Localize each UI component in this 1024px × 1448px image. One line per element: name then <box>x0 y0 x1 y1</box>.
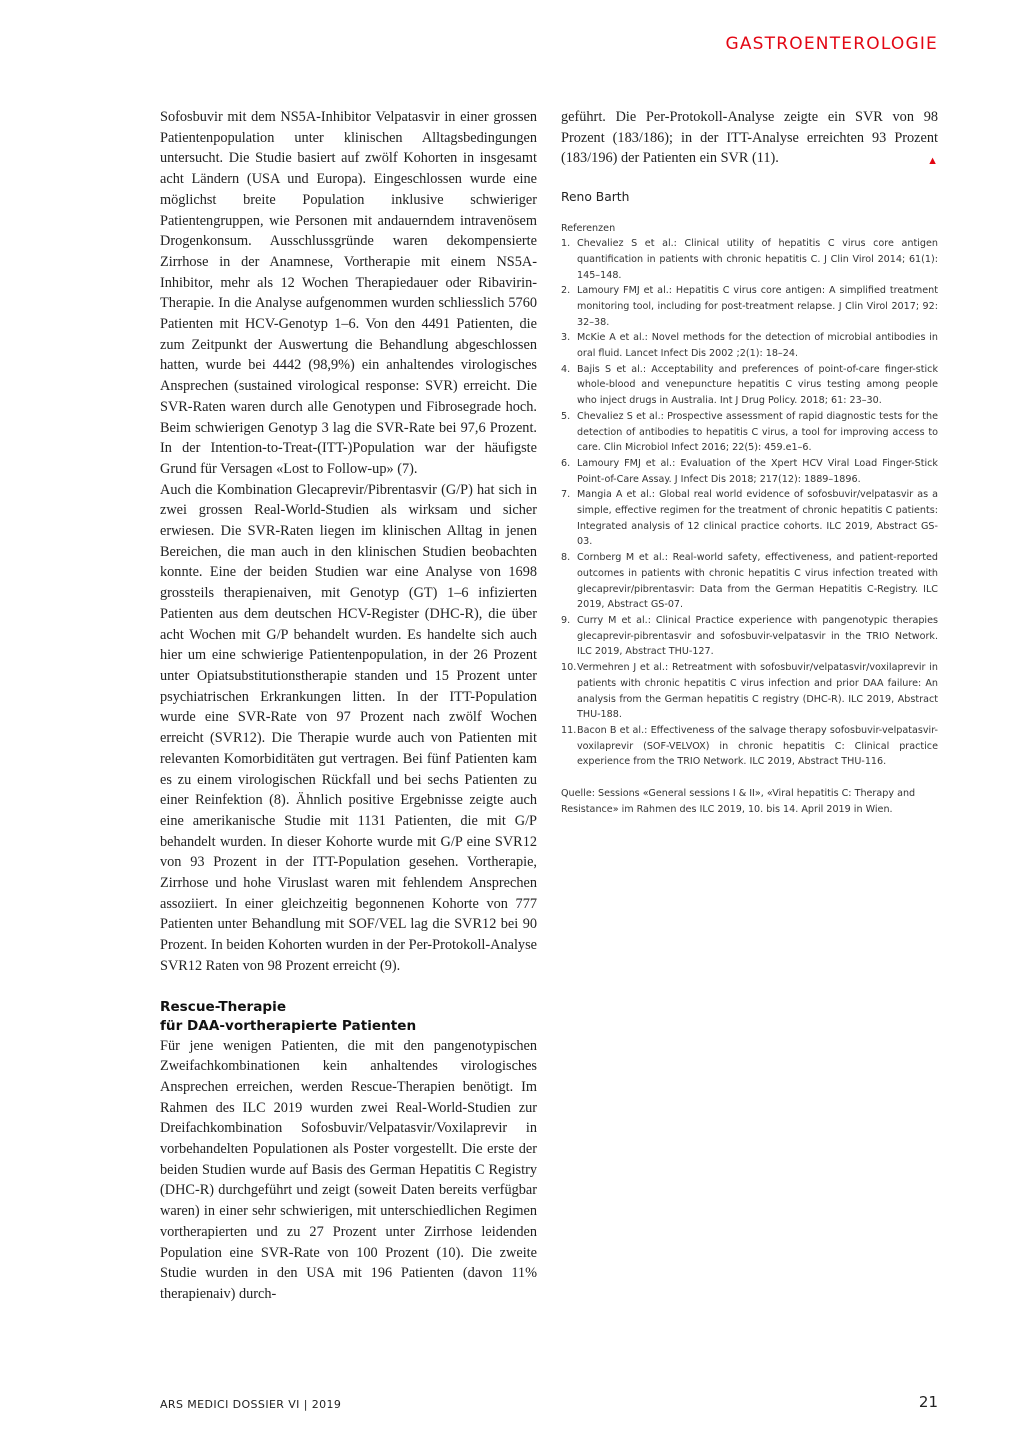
reference-number: 9. <box>561 614 571 626</box>
subheading-line-1: Rescue-Therapie <box>160 998 287 1015</box>
reference-text: McKie A et al.: Novel methods for the detection of microbial antibodies in oral fluid. Lancet Infect Dis 2002 ;2(1): 18–24. <box>577 332 938 360</box>
reference-text: Chevaliez S et al.: Prospective assessment of rapid diagnostic tests for the detection of antibodies to hepatitis C virus, a tool for improving access to care. Clin Microbiol Infect 2016; 22(5): 459.e1–6. <box>577 410 938 454</box>
publication-footer: ARS MEDICI DOSSIER VI | 2019 <box>160 1398 342 1411</box>
reference-number: 4. <box>561 363 571 375</box>
references-list <box>561 236 938 770</box>
reference-text: Lamoury FMJ et al.: Evaluation of the Xpert HCV Viral Load Finger-Stick Point-of-Care Assay. J Infect Dis 2018; 217(12): 1889–1896. <box>577 457 938 485</box>
body-paragraph: Auch die Kombination Glecaprevir/Pibrentasvir (G/P) hat sich in zwei grossen Real-World-Studien als wirksam und sicher erwiesen. Die SVR-Raten liegen im klinischen Alltag in jenen Bereichen, die man auch in den klinischen Studien beobachten konnte. Eine der beiden Studien war eine Analyse von 1698 grossteils therapienaiven, mit Genotyp (GT) 1–6 infizierten Patienten aus dem deutschen HCV-Register (DHC-R), die über acht Wochen mit G/P behandelt wurden. Es handelte sich auch hier um eine schwierige Patientenpopulation, in der 26 Prozent unter Opiatsubstitutionstherapie standen und 15 Prozent unter psychiatrischen Erkrankungen litten. In der ITT-Population wurde eine SVR-Rate von 97 Prozent nach zwölf Wochen erreicht (SVR12). Die Therapie wurde auch von Patienten mit relevanten Komorbiditäten gut vertragen. Bei fünf Patienten kam es zu einem virologischen Rückfall und bei sechs Patienten zu einer Reinfektion (8). Ähnlich positive Ergebnisse zeigte auch eine amerikanische Studie mit 1131 Patienten, die mit G/P behandelt wurden. In dieser Kohorte wurde mit G/P eine SVR12 von 93 Prozent in der ITT-Population gesehen. Vortherapie, Zirrhose und hohe Viruslast waren mit fehlendem Ansprechen assoziiert. In einer gleichzeitig begonnenen Kohorte von 777 Patienten unter Behandlung mit SOF/VEL lag die SVR12 bei 90 Prozent. In beiden Kohorten wurden in der Per-Protokoll-Analyse SVR12 Raten von 98 Prozent erreicht (9). <box>160 481 537 974</box>
body-paragraph <box>561 107 938 169</box>
reference-item <box>561 236 938 283</box>
reference-item <box>561 283 938 330</box>
reference-number: 1. <box>561 238 571 250</box>
body-paragraph: Für jene wenigen Patienten, die mit den pangenotypischen Zweifachkombinationen kein anhaltendes virologisches Ansprechen erreichen, werden Rescue-Therapien benötigt. Im Rahmen des ILC 2019 wurden zwei Real-World-Studien zur Dreifachkombination Sofosbuvir/Velpatasvir/Voxilaprevir in vorbehandelten Populationen als Poster vorgestellt. Die erste der beiden Studien wurde auf Basis des German Hepatitis C Registry (DHC-R) durchgeführt und zeigt (soweit Daten bereits verfügbar waren) in einer sehr schwierigen, mit unterschiedlichen Regimen vortherapierten und zu 27 Prozent unter Zirrhose leidenden Population eine SVR-Rate von 100 Prozent (10). Die zweite Studie wurden in den USA mit 196 Patienten (davon 11% therapienaiv) durch- <box>160 1037 537 1302</box>
reference-item <box>561 723 938 770</box>
reference-text: Mangia A et al.: Global real world evidence of sofosbuvir/velpatasvir as a simple, effective regimen for the treatment of chronic hepatitis C patients: Integrated analysis of 12 clinical practice cohorts. ILC 2019, Abstract GS-03. <box>577 489 938 548</box>
right-column <box>561 107 938 817</box>
reference-item <box>561 362 938 409</box>
section-title: GASTROENTEROLOGIE <box>725 34 938 54</box>
author-name: Reno Barth <box>561 190 630 205</box>
reference-number: 2. <box>561 285 571 297</box>
reference-number: 11. <box>561 724 577 736</box>
reference-item <box>561 330 938 361</box>
reference-number: 7. <box>561 489 571 501</box>
end-of-article-icon: ▲ <box>927 155 938 168</box>
reference-text: Lamoury FMJ et al.: Hepatitis C virus core antigen: A simplified treatment monitoring tool, including for post-treatment relapse. J Clin Virol 2017; 92: 32–38. <box>577 285 938 328</box>
reference-text: Bacon B et al.: Effectiveness of the salvage therapy sofosbuvir-velpatasvir-voxilaprevir (SOF-VELVOX) in chronic hepatitis C: Clinical practice experience from the TRIO Network. ILC 2019, Abstract THU-116. <box>577 724 938 768</box>
reference-number: 3. <box>561 332 571 344</box>
reference-number: 10. <box>561 662 577 674</box>
source-note: Quelle: Sessions «General sessions I & II», «Viral hepatitis C: Therapy and Resistance» im Rahmen des ILC 2019, 10. bis 14. April 2019 in Wien. <box>561 788 916 815</box>
reference-text: Bajis S et al.: Acceptability and preferences of point-of-care finger-stick whole-blood and venepuncture hepatitis C virus testing among people who inject drugs in Australia. Int J Drug Policy. 2018; 61: 23–30. <box>577 363 938 407</box>
reference-item <box>561 550 938 613</box>
page-number: 21 <box>918 1393 938 1411</box>
references-heading: Referenzen <box>561 223 616 235</box>
reference-item <box>561 660 938 723</box>
reference-number: 5. <box>561 410 571 422</box>
reference-item <box>561 487 938 550</box>
paragraph-text: geführt. Die Per-Protokoll-Analyse zeigte ein SVR von 98 Prozent (183/186); in der ITT-Analyse erreichten 93 Prozent (183/196) der Patienten ein SVR (11). <box>561 109 938 167</box>
reference-text: Vermehren J et al.: Retreatment with sofosbuvir/velpatasvir/voxilaprevir in patients with chronic hepatitis C virus infection and prior DAA failure: An analysis from the German hepatitis C registry (DHC-R). ILC 2019, Abstract THU-188. <box>577 662 938 721</box>
reference-text: Cornberg M et al.: Real-world safety, effectiveness, and patient-reported outcomes in patients with chronic hepatitis C virus infection treated with glecaprevir/pibrentasvir: Data from the German Hepatitis C-Registry. ILC 2019, Abstract GS-07. <box>577 552 938 611</box>
reference-item <box>561 456 938 487</box>
left-column <box>160 107 537 1305</box>
reference-item <box>561 409 938 456</box>
subheading <box>160 998 537 1036</box>
reference-number: 6. <box>561 457 571 469</box>
reference-number: 8. <box>561 552 571 564</box>
body-paragraph: Sofosbuvir mit dem NS5A-Inhibitor Velpatasvir in einer grossen Patientenpopulation unter klinischen Alltagsbedingungen untersucht. Die Studie basiert auf zwölf Kohorten in insgesamt acht Ländern (USA und Europa). Eingeschlossen wurde eine möglichst breite Population inklusive schwieriger Patientengruppen, wie Personen mit andauerndem intravenösem Drogenkonsum. Ausschlussgründe waren dekompensierte Zirrhose in der Anamnese, Vortherapie mit einem NS5A-Inhibitor, mehr als 12 Wochen Therapiedauer oder Ribavirin-Therapie. In die Analyse aufgenommen wurden schliesslich 5760 Patienten mit HCV-Genotyp 1–6. Von den 4491 Patienten, die zum Zeitpunkt der Auswertung die Behandlung abgeschlossen hatten, wurde bei 4442 (98,9%) ein anhaltendes virologisches Ansprechen (sustained virological response: SVR) erreicht. Die SVR-Raten waren durch alle Genotypen und Fibrosegrade hoch. Beim schwierigen Genotyp 3 lag die SVR-Rate bei 97,6 Prozent. In der Intention-to-Treat-(ITT-)Population war der häufigste Grund für Versagen «Lost to Follow-up» (7). <box>160 109 537 477</box>
reference-text: Chevaliez S et al.: Clinical utility of hepatitis C virus core antigen quantification in patients with chronic hepatitis C. J Clin Virol 2014; 61(1): 145–148. <box>577 238 938 281</box>
reference-text: Curry M et al.: Clinical Practice experience with pangenotypic therapies glecaprevir-pibrentasvir and sofosbuvir-velpatasvir in the TRIO Network. ILC 2019, Abstract THU-127. <box>577 614 938 658</box>
reference-item <box>561 613 938 660</box>
subheading-line-2: für DAA-vortherapierte Patienten <box>160 1017 417 1034</box>
